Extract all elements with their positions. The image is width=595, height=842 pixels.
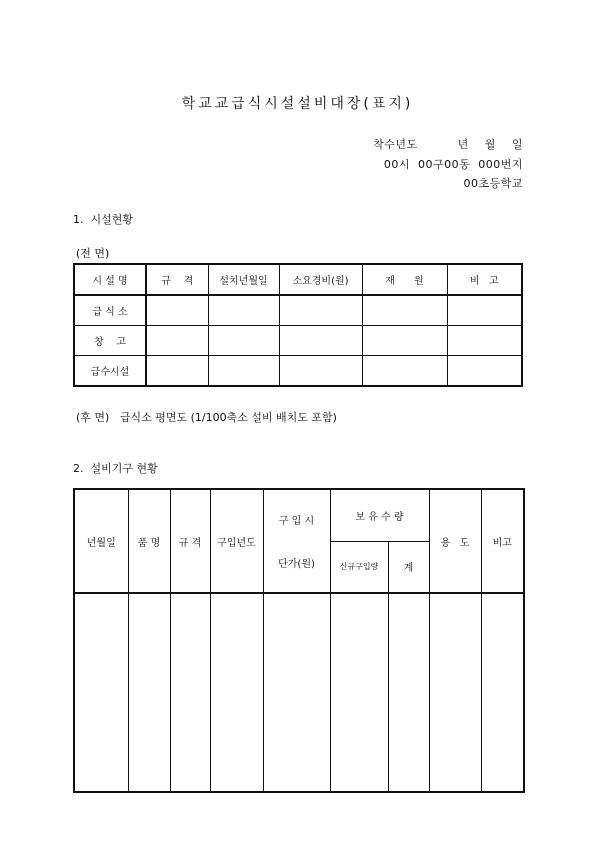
table-row bbox=[74, 326, 522, 356]
row-label: 급수시설 bbox=[74, 356, 146, 387]
section1-subheading: (전 면) bbox=[76, 247, 110, 260]
column-header: 설치년월일 bbox=[208, 264, 279, 295]
column-header: 구입년도 bbox=[210, 489, 263, 593]
column-header: 재 원 bbox=[362, 264, 447, 295]
facility-table bbox=[73, 263, 523, 387]
price-header-top: 구 입 시 bbox=[278, 516, 315, 527]
column-header: 용 도 bbox=[429, 489, 481, 593]
school-name-line: 00초등학교 bbox=[463, 177, 523, 190]
table-cell bbox=[263, 593, 330, 792]
column-header: 규 격 bbox=[146, 264, 208, 295]
table-cell bbox=[210, 593, 263, 792]
table-cell bbox=[208, 326, 279, 356]
column-header: 비 고 bbox=[447, 264, 522, 295]
table-cell bbox=[146, 295, 208, 326]
table-cell bbox=[330, 593, 388, 792]
column-header: 계 bbox=[388, 541, 429, 593]
column-header: 규 격 bbox=[170, 489, 210, 593]
row-label: 창 고 bbox=[74, 326, 146, 356]
equipment-table bbox=[73, 488, 525, 793]
table-cell bbox=[362, 295, 447, 326]
price-header-bottom: 단가(원) bbox=[278, 559, 315, 570]
table-row bbox=[74, 593, 524, 792]
facility-table-header bbox=[74, 264, 522, 295]
table-cell bbox=[481, 593, 524, 792]
table-cell bbox=[170, 593, 210, 792]
row-label: 급 식 소 bbox=[74, 295, 146, 326]
section1-heading: 1. 시설현황 bbox=[73, 213, 133, 226]
column-header: 보 유 수 량 bbox=[330, 489, 429, 541]
table-cell bbox=[362, 326, 447, 356]
table-row bbox=[74, 295, 522, 326]
table-cell bbox=[146, 356, 208, 387]
table-cell bbox=[128, 593, 170, 792]
table-cell bbox=[146, 326, 208, 356]
table-cell bbox=[388, 593, 429, 792]
start-date-line: 착수년도 년 월 일 bbox=[373, 138, 523, 151]
column-header: 신규구입량 bbox=[330, 541, 388, 593]
column-header: 품 명 bbox=[128, 489, 170, 593]
table-cell bbox=[447, 295, 522, 326]
address-line: 00시 00구00동 000번지 bbox=[383, 158, 523, 171]
table-cell bbox=[74, 593, 128, 792]
column-header: 년월일 bbox=[74, 489, 128, 593]
column-header: 시 설 명 bbox=[74, 264, 146, 295]
table-cell bbox=[279, 295, 362, 326]
table-cell bbox=[447, 326, 522, 356]
section2-heading: 2. 설비기구 현황 bbox=[73, 462, 158, 475]
table-cell bbox=[208, 356, 279, 387]
column-header-price bbox=[263, 489, 330, 593]
table-cell bbox=[208, 295, 279, 326]
back-page-note: (후 면) 급식소 평면도 (1/100축소 설비 배치도 포함) bbox=[76, 411, 337, 424]
page-title: 학교교급식시설설비대장(표지) bbox=[181, 96, 414, 112]
table-cell bbox=[279, 356, 362, 387]
table-cell bbox=[279, 326, 362, 356]
table-cell bbox=[362, 356, 447, 387]
table-row bbox=[74, 356, 522, 387]
equipment-table-header bbox=[74, 489, 524, 541]
column-header: 소요경비(원) bbox=[279, 264, 362, 295]
table-cell bbox=[429, 593, 481, 792]
table-cell bbox=[447, 356, 522, 387]
column-header: 비고 bbox=[481, 489, 524, 593]
